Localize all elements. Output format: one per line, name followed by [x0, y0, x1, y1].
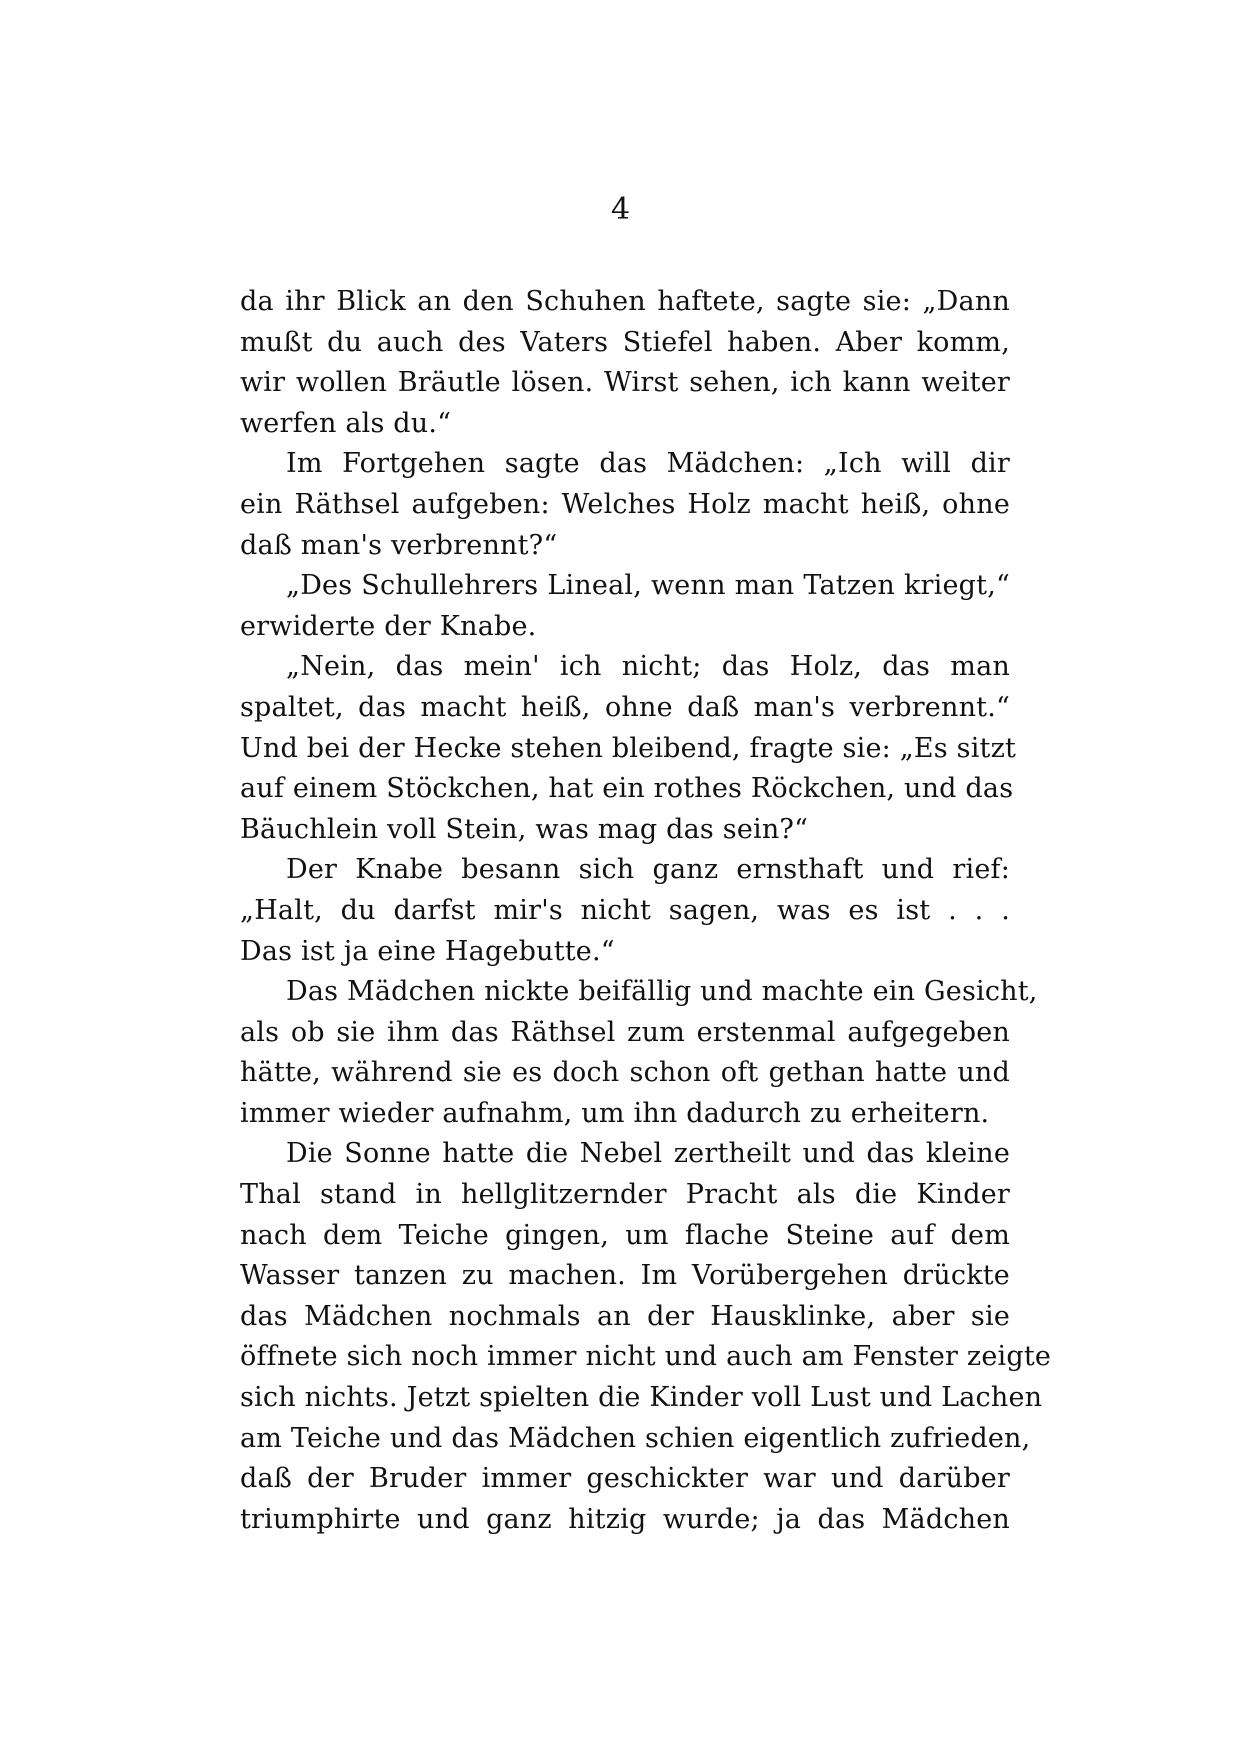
- text-line: Bäuchlein voll Stein, was mag das sein?“: [240, 813, 809, 845]
- text-line: öffnete sich noch immer nicht und auch am Fenster zeigte: [240, 1341, 1052, 1373]
- text-line: immer wieder aufnahm, um ihn dadurch zu erheitern.: [240, 1097, 990, 1129]
- text-line: Und bei der Hecke stehen bleibend, fragte sie: „Es sitzt: [240, 732, 1017, 764]
- text-line: hätte, während sie es doch schon oft gethan hatte und: [240, 1057, 1010, 1089]
- text-line: spaltet, das macht heiß, ohne daß man's verbrennt.“: [240, 691, 1010, 723]
- text-line: ein Räthsel aufgeben: Welches Holz macht heiß, ohne: [240, 488, 1010, 520]
- text-line: mußt du auch des Vaters Stiefel haben. Aber komm,: [240, 326, 1010, 358]
- text-line: Thal stand in hellglitzernder Pracht als die Kinder: [240, 1179, 1010, 1211]
- text-line: daß der Bruder immer geschickter war und darüber: [240, 1463, 1010, 1495]
- text-line: daß man's verbrennt?“: [240, 529, 558, 561]
- text-line: „Des Schullehrers Lineal, wenn man Tatzen kriegt,“: [286, 570, 1010, 602]
- text-line: als ob sie ihm das Räthsel zum erstenmal aufgegeben: [240, 1016, 1010, 1048]
- text-line: da ihr Blick an den Schuhen haftete, sagte sie: „Dann: [240, 286, 1010, 317]
- text-line: Das Mädchen nickte beifällig und machte ein Gesicht,: [286, 976, 1038, 1008]
- text-line: auf einem Stöckchen, hat ein rothes Röckchen, und das: [240, 773, 1014, 805]
- text-line: Wasser tanzen zu machen. Im Vorübergehen drückte: [240, 1260, 1010, 1292]
- text-line: „Nein, das mein' ich nicht; das Holz, das man: [286, 651, 1010, 683]
- text-line: Im Fortgehen sagte das Mädchen: „Ich will dir: [286, 448, 1010, 480]
- text-line: Das ist ja eine Hagebutte.“: [240, 935, 615, 967]
- text-line: Die Sonne hatte die Nebel zertheilt und das kleine: [286, 1138, 1010, 1170]
- text-line: am Teiche und das Mädchen schien eigentlich zufrieden,: [240, 1422, 1031, 1454]
- text-line: das Mädchen nochmals an der Hausklinke, aber sie: [240, 1300, 1010, 1332]
- text-line: Der Knabe besann sich ganz ernsthaft und rief:: [286, 854, 1010, 886]
- page-number: 4: [610, 192, 631, 227]
- text-line: triumphirte und ganz hitzig wurde; ja das Mädchen: [240, 1503, 1010, 1535]
- body-text: [240, 282, 1052, 1540]
- text-line: werfen als du.“: [240, 407, 452, 439]
- text-line: erwiderte der Knabe.: [240, 610, 537, 642]
- text-line: wir wollen Bräutle lösen. Wirst sehen, ich kann weiter: [240, 367, 1010, 399]
- text-line: sich nichts. Jetzt spielten die Kinder voll Lust und Lachen: [240, 1382, 1043, 1414]
- text-line: nach dem Teiche gingen, um flache Steine auf dem: [240, 1219, 1010, 1251]
- text-line: „Halt, du darfst mir's nicht sagen, was es ist . . .: [240, 894, 1010, 926]
